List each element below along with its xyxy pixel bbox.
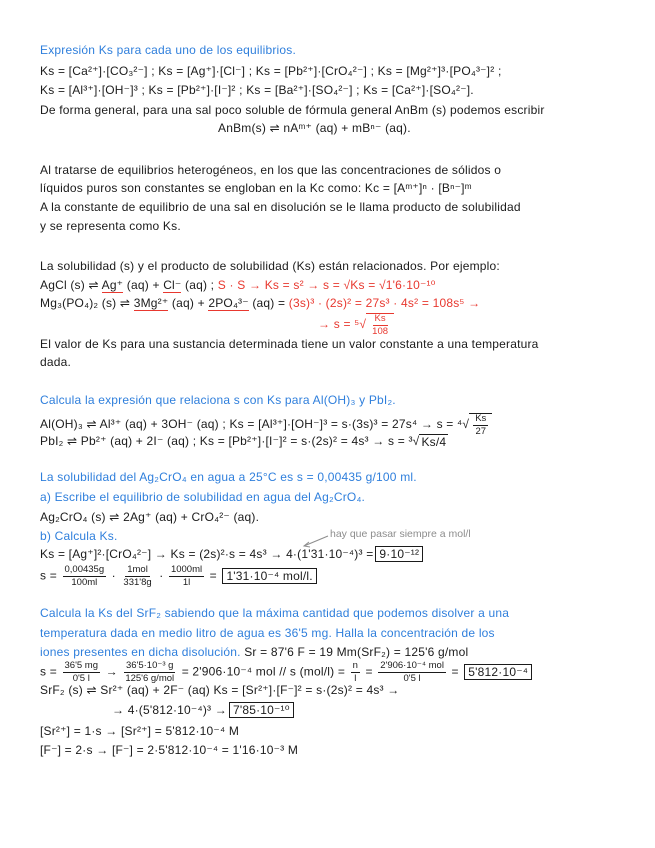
root-prefix: → s = ⁵√ bbox=[318, 317, 367, 332]
f-ion-concentration: [F⁻] = 2·s → [F⁻] = 2·5'812·10⁻⁴ = 1'16·10⁻³ M bbox=[40, 743, 299, 757]
radical-argument: Ks/4 bbox=[421, 435, 447, 449]
radical-argument bbox=[469, 413, 492, 437]
fraction-denominator: 0'5 l bbox=[403, 673, 421, 684]
heterogeneous-text-line-1: Al tratarse de equilibrios heterogéneos, en los que las concentraciones de sólidos o bbox=[40, 163, 502, 177]
agcl-equation-end: (aq) ; bbox=[181, 278, 218, 292]
fraction bbox=[169, 565, 204, 588]
ag2cro4-equilibrium: Ag₂CrO₄ (s) ⇌ 2Ag⁺ (aq) + CrO₄²⁻ (aq). bbox=[40, 510, 260, 524]
srf2-equilibrium-line: SrF₂ (s) ⇌ Sr²⁺ (aq) + 2F⁻ (aq) Ks = [Sr²⁺]·[F⁻]² = s·(2s)² = 4s³ → bbox=[40, 683, 400, 697]
solubility-result-box: 1'31·10⁻⁴ mol/l. bbox=[222, 568, 316, 584]
ks-constant-text-line-1: El valor de Ks para una sustancia determinada tiene un valor constante a una temperatura bbox=[40, 337, 539, 351]
agcl-equation-mid: (aq) + bbox=[123, 278, 164, 292]
exercise-title-srf2-line-2: temperatura dada en medio litro de agua es 36'5 mg. Halla la concentración de los bbox=[40, 626, 495, 640]
general-form-text: De forma general, para una sal poco soluble de fórmula general AnBm (s) podemos escribir bbox=[40, 103, 545, 117]
fraction bbox=[378, 661, 446, 684]
pbi2-derivation: PbI₂ ⇌ Pb²⁺ (aq) + 2I⁻ (aq) ; Ks = [Pb²⁺]·[I⁻]² = s·(2s)² = 4s³ → s = ³√ bbox=[40, 434, 420, 449]
fraction bbox=[370, 314, 390, 337]
fraction-numerator: 1000ml bbox=[170, 564, 203, 575]
exercise-title-srf2-line-1: Calcula la Ks del SrF₂ sabiendo que la máxima cantidad que podemos disolver a una bbox=[40, 606, 510, 620]
srf2-ks-derivation: → 4·(5'812·10⁻⁴)³ → bbox=[112, 703, 227, 717]
mg-ion: 3Mg²⁺ bbox=[133, 296, 169, 310]
radical-argument bbox=[366, 313, 394, 337]
agcl-equation-line bbox=[40, 278, 436, 293]
exercise-part-a: a) Escribe el equilibrio de solubilidad en agua del Ag₂CrO₄. bbox=[40, 490, 366, 504]
equals-sign: = bbox=[451, 664, 459, 679]
srf2-solubility-line bbox=[40, 661, 532, 684]
equals-sign: = bbox=[365, 664, 373, 679]
agcl-equation-start: AgCl (s) ⇌ bbox=[40, 278, 102, 292]
fraction bbox=[351, 661, 360, 684]
ks-constant-text-line-2: dada. bbox=[40, 355, 72, 369]
exercise-title-srf2-end: iones presentes en dicha disolución. bbox=[40, 645, 241, 659]
equals-sign: = bbox=[209, 568, 217, 583]
mg-equation-end: (aq) = bbox=[248, 296, 289, 310]
mg3po42-equation-line bbox=[40, 296, 480, 311]
exercise-title-ag2cro4: La solubilidad del Ag₂CrO₄ en agua a 25°C es s = 0,00435 g/100 ml. bbox=[40, 470, 417, 484]
fraction-denominator: 331'8g bbox=[123, 577, 152, 588]
fraction-denominator: l bbox=[354, 673, 357, 684]
agcl-solubility-derivation: S · S → Ks = s² → s = √Ks = √1'6·10⁻¹⁰ bbox=[217, 278, 436, 292]
multiply-dot: · bbox=[159, 568, 164, 583]
moles-result-text: = 2'906·10⁻⁴ mol // s (mol/l) = bbox=[181, 664, 346, 679]
ag2cro4-solubility-line bbox=[40, 565, 317, 588]
general-equilibrium-equation: AnBm(s) ⇌ nAᵐ⁺ (aq) + mBⁿ⁻ (aq). bbox=[218, 121, 411, 135]
agcl-chloride-ion: Cl⁻ bbox=[163, 278, 182, 292]
fraction-denominator: 27 bbox=[475, 426, 487, 437]
fraction bbox=[473, 414, 488, 437]
margin-note: hay que pasar siempre a mol/l bbox=[330, 528, 471, 540]
phosphate-ion: 2PO₄³⁻ bbox=[208, 296, 249, 310]
section-title-ks-expressions: Expresión Ks para cada uno de los equilibrios. bbox=[40, 43, 297, 57]
mg-equation-mid: (aq) + bbox=[168, 296, 209, 310]
fraction-numerator: 36'5·10⁻³ g bbox=[125, 660, 174, 671]
ag2cro4-ks-line bbox=[40, 547, 423, 562]
fraction-numerator: 36'5 mg bbox=[64, 660, 99, 671]
pbi2-line bbox=[40, 434, 448, 450]
fraction-denominator: 0'5 l bbox=[72, 673, 90, 684]
fraction-denominator: 108 bbox=[372, 326, 389, 337]
agcl-silver-ion: Ag⁺ bbox=[101, 278, 124, 292]
solubility-result-box: 5'812·10⁻⁴ bbox=[464, 664, 532, 680]
fraction-numerator: n bbox=[352, 660, 358, 671]
fraction-numerator: 1mol bbox=[127, 564, 148, 575]
heterogeneous-text-line-4: y se representa como Ks. bbox=[40, 219, 181, 233]
ks-result-box: 9·10⁻¹² bbox=[375, 546, 423, 562]
fraction bbox=[63, 565, 107, 588]
multiply-dot: · bbox=[111, 568, 116, 583]
mg-equation-start: Mg₃(PO₄)₂ (s) ⇌ bbox=[40, 296, 134, 310]
heterogeneous-text-line-3: A la constante de equilibrio de una sal en disolución se le llama producto de solubilidad bbox=[40, 200, 521, 214]
fraction-numerator: 2'906·10⁻⁴ mol bbox=[380, 660, 444, 671]
s-label: s = bbox=[40, 664, 57, 679]
atomic-mass-data: Sr = 87'6 F = 19 Mm(SrF₂) = 125'6 g/mol bbox=[240, 645, 469, 659]
ag2cro4-ks-derivation: Ks = [Ag⁺]²·[CrO₄²⁻] → Ks = (2s)²·s = 4s³ → 4·(1'31·10⁻⁴)³ = bbox=[40, 547, 374, 561]
fraction-denominator: 100ml bbox=[71, 577, 98, 588]
exercise-part-b: b) Calcula Ks. bbox=[40, 529, 118, 543]
fraction bbox=[123, 661, 176, 684]
fraction-denominator: 125'6 g/mol bbox=[125, 673, 175, 684]
ks-result-box: 7'85·10⁻¹⁰ bbox=[229, 702, 294, 718]
s-label: s = bbox=[40, 568, 57, 583]
aloh3-derivation: Al(OH)₃ ⇌ Al³⁺ (aq) + 3OH⁻ (aq) ; Ks = [Al³⁺]·[OH⁻]³ = s·(3s)³ = 27s⁴ → s = ⁴√ bbox=[40, 417, 470, 432]
fraction bbox=[63, 661, 101, 684]
srf2-ks-line bbox=[112, 703, 294, 718]
fraction-numerator: Ks bbox=[374, 313, 386, 324]
ks-expressions-line-2: Ks = [Al³⁺]·[OH⁻]³ ; Ks = [Pb²⁺]·[I⁻]² ; Ks = [Ba²⁺]·[SO₄²⁻] ; Ks = [Ca²⁺]·[SO₄²⁻]. bbox=[40, 83, 474, 97]
fraction-numerator: 0,00435g bbox=[64, 564, 105, 575]
mg-solubility-derivation: (3s)³ · (2s)² = 27s³ · 4s² = 108s⁵ → bbox=[288, 296, 481, 310]
ks-expressions-line-1: Ks = [Ca²⁺]·[CO₃²⁻] ; Ks = [Ag⁺]·[Cl⁻] ; Ks = [Pb²⁺]·[CrO₄²⁻] ; Ks = [Mg²⁺]³·[PO₄³⁻]² ; bbox=[40, 64, 502, 78]
solubility-relation-text: La solubilidad (s) y el producto de solubilidad (Ks) están relacionados. Por ejemplo: bbox=[40, 259, 500, 273]
heterogeneous-text-line-2: líquidos puros son constantes se engloban en la Kc como: Kc = [Aᵐ⁺]ⁿ · [Bⁿ⁻]ᵐ bbox=[40, 181, 472, 195]
sr-ion-concentration: [Sr²⁺] = 1·s → [Sr²⁺] = 5'812·10⁻⁴ M bbox=[40, 724, 240, 738]
exercise-title-al-pb: Calcula la expresión que relaciona s con Ks para Al(OH)₃ y PbI₂. bbox=[40, 393, 396, 407]
exercise-title-srf2-line-3 bbox=[40, 645, 468, 660]
fraction-numerator: Ks bbox=[475, 413, 487, 424]
arrow-symbol: → bbox=[105, 664, 118, 679]
mg-solubility-root bbox=[318, 313, 394, 337]
fraction-denominator: 1l bbox=[182, 577, 191, 588]
fraction bbox=[121, 565, 153, 588]
